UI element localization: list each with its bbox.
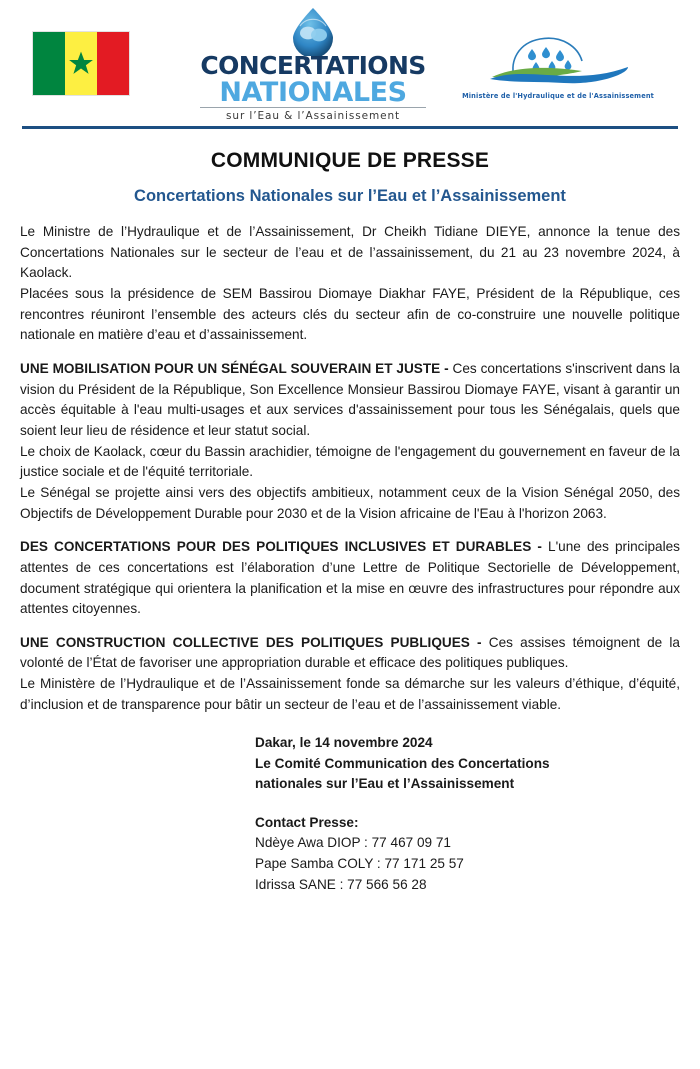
section-mobilisation-paragraph-1: [20, 359, 680, 442]
intro-paragraph-1: Le Ministre de l’Hydraulique et de l’Assainissement, Dr Cheikh Tidiane DIEYE, annonce la tenue des Concertations Nationales sur le secteur de l’eau et de l’assainissement, du 21 au 23 novembre 2024, à Kaolack.: [20, 224, 680, 281]
contact-title: Contact Presse:: [255, 814, 359, 830]
flag-band-red: [97, 32, 129, 95]
flag-star-icon: [68, 50, 94, 76]
logo-wordmark-line2-text: NATIONALES: [219, 76, 407, 108]
section-construction-collective-lead: UNE CONSTRUCTION COLLECTIVE DES POLITIQUES PUBLIQUES: [20, 634, 470, 650]
signature-place-date: Dakar, le 14 novembre 2024: [255, 735, 433, 751]
signature-committee-line-2: nationales sur l’Eau et l’Assainissement: [255, 776, 515, 792]
ministry-logo: [462, 27, 654, 100]
flag-band-green: [33, 32, 65, 95]
section-politiques-inclusives-lead-separator: -: [531, 539, 549, 555]
document-header: [0, 0, 700, 120]
contact-person: Pape Samba COLY : 77 171 25 57: [255, 855, 464, 871]
intro-paragraph-2: Placées sous la présidence de SEM Bassirou Diomaye Diakhar FAYE, Président de la République, ces rencontres réuniront l’ensemble des acteurs clés du secteur afin de co-construire une nouvelle politique nationale en matière d’eau et d’assainissement.: [20, 285, 680, 343]
section-politiques-inclusives: [20, 537, 680, 620]
intro-block: [20, 222, 680, 346]
concertations-nationales-logo: [200, 6, 425, 121]
senegal-flag: [32, 31, 130, 96]
logo-wordmark-line2: [200, 76, 425, 108]
page-title: COMMUNIQUE DE PRESSE: [210, 149, 490, 172]
section-mobilisation-lead-separator: -: [440, 360, 453, 376]
section-mobilisation-text-1: Ces concertations s'inscrivent dans la vision du Président de la République, Son Excellence Monsieur Bassirou Diomaye FAYE, visant à garantir un accès équitable à l'eau multi-usages et aux services d'assainissement pour tous les Sénégalais, quels que soient leur lieu de résidence et leur statut social.: [20, 360, 680, 438]
logo-subtitle: sur l’Eau & l’Assainissement: [200, 107, 425, 122]
section-construction-collective-paragraph-2: Le Ministère de l’Hydraulique et de l’Assainissement fonde sa démarche sur les valeurs d’éthique, d’équité, d’inclusion et de transparence pour bâtir un secteur de l’eau et de l’assainissement viable.: [20, 676, 680, 712]
section-politiques-inclusives-paragraph-1: [20, 537, 680, 620]
section-mobilisation: [20, 359, 680, 524]
logo-wordmark-line1: [200, 51, 426, 81]
section-mobilisation-paragraph-3: Le Sénégal se projette ainsi vers des objectifs ambitieux, notamment ceux de la Vision Sénégal 2050, des Objectifs de Développement Durable pour 2030 et de la Vision africaine de l'Eau à l'horizon 2063.: [20, 484, 680, 521]
ministry-caption: Ministère de l'Hydraulique et de l'Assainissement: [462, 91, 654, 100]
page-subtitle: Concertations Nationales sur l’Eau et l’Assainissement: [134, 187, 566, 205]
section-mobilisation-lead: UNE MOBILISATION POUR UN SÉNÉGAL SOUVERAIN ET JUSTE: [20, 360, 441, 376]
contact-person: Ndèye Awa DIOP : 77 467 09 71: [255, 835, 451, 851]
signature-block: [20, 733, 680, 794]
flag-band-yellow: [65, 32, 97, 95]
contact-block: [20, 813, 680, 896]
section-construction-collective-paragraph-1: [20, 633, 680, 674]
section-politiques-inclusives-lead: DES CONCERTATIONS POUR DES POLITIQUES INCLUSIVES ET DURABLES: [20, 539, 532, 555]
logo-wordmark-line1-text: CONCERTATIONS: [200, 51, 426, 81]
section-construction-collective-text-1: Ces assises témoignent de la volonté de l’État de favoriser une appropriation durable et efficace des politiques publiques.: [20, 634, 680, 671]
section-politiques-inclusives-text-1: L'une des principales attentes de ces concertations est l’élaboration d’une Lettre de Politique Sectorielle de Développement, document stratégique qui orientera la planification et la mise en œuvre des infrastructures pour répondre aux attentes citoyennes.: [20, 539, 680, 617]
document-body: [0, 206, 700, 895]
water-drop-icon: [286, 6, 340, 56]
section-construction-collective: [20, 633, 680, 716]
ministry-emblem-icon: [478, 27, 638, 89]
header-divider: [22, 126, 678, 129]
signature-committee-line-1: Le Comité Communication des Concertations: [255, 755, 550, 771]
section-construction-collective-lead-separator: -: [469, 634, 489, 650]
section-mobilisation-paragraph-2: Le choix de Kaolack, cœur du Bassin arachidier, témoigne de l'engagement du gouvernement en faveur de la justice sociale et de l'équité territoriale.: [20, 443, 680, 480]
contact-person: Idrissa SANE : 77 566 56 28: [255, 876, 427, 892]
